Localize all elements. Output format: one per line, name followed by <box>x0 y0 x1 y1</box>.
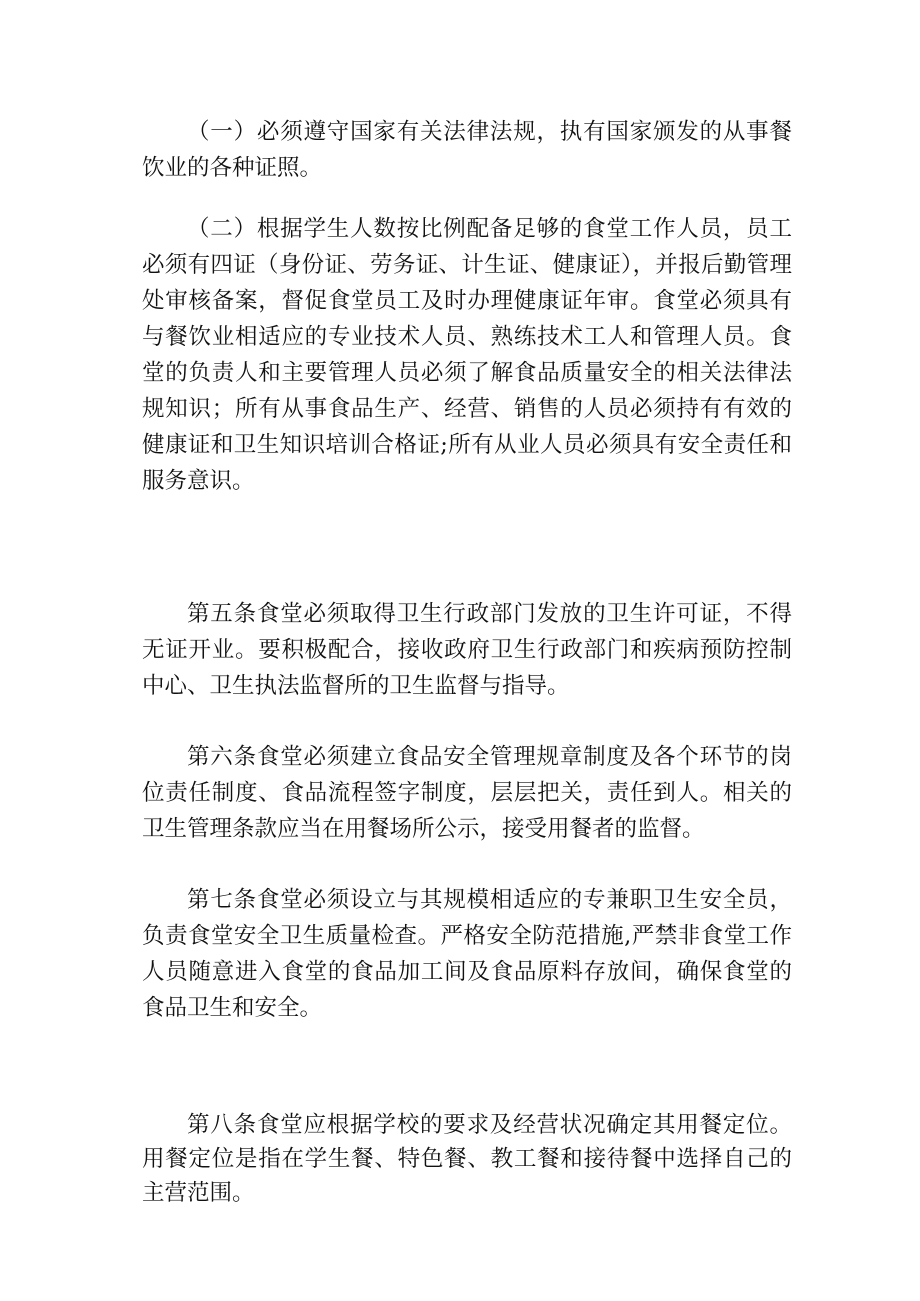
paragraph-article-7: 第七条食堂必须设立与其规模相适应的专兼职卫生安全员，负责食堂安全卫生质量检查。严格安全防范措施,严禁非食堂工作人员随意进入食堂的食品加工间及食品原料存放间，确保食堂的食品卫生和安全。 <box>142 887 792 1021</box>
paragraph-clause-1: （一）必须遵守国家有关法律法规，执有国家颁发的从事餐饮业的各种证照。 <box>142 119 792 181</box>
paragraph-clause-2: （二）根据学生人数按比例配备足够的食堂工作人员，员工必须有四证（身份证、劳务证、计生证、健康证），并报后勤管理处审核备案，督促食堂员工及时办理健康证年审。食堂必须具有与餐饮业相适应的专业技术人员、熟练技术工人和管理人员。食堂的负责人和主要管理人员必须了解食品质量安全的相关法律法规知识；所有从事食品生产、经营、销售的人员必须持有有效的健康证和卫生知识培训合格证;所有从业人员必须具有安全责任和服务意识。 <box>142 216 792 494</box>
paragraph-article-6: 第六条食堂必须建立食品安全管理规章制度及各个环节的岗位责任制度、食品流程签字制度，层层把关，责任到人。相关的卫生管理条款应当在用餐场所公示，接受用餐者的监督。 <box>142 744 792 842</box>
paragraph-article-8: 第八条食堂应根据学校的要求及经营状况确定其用餐定位。用餐定位是指在学生餐、特色餐、教工餐和接待餐中选择自己的主营范围。 <box>142 1112 792 1206</box>
paragraph-article-5: 第五条食堂必须取得卫生行政部门发放的卫生许可证，不得无证开业。要积极配合，接收政府卫生行政部门和疾病预防控制中心、卫生执法监督所的卫生监督与指导。 <box>142 601 792 699</box>
